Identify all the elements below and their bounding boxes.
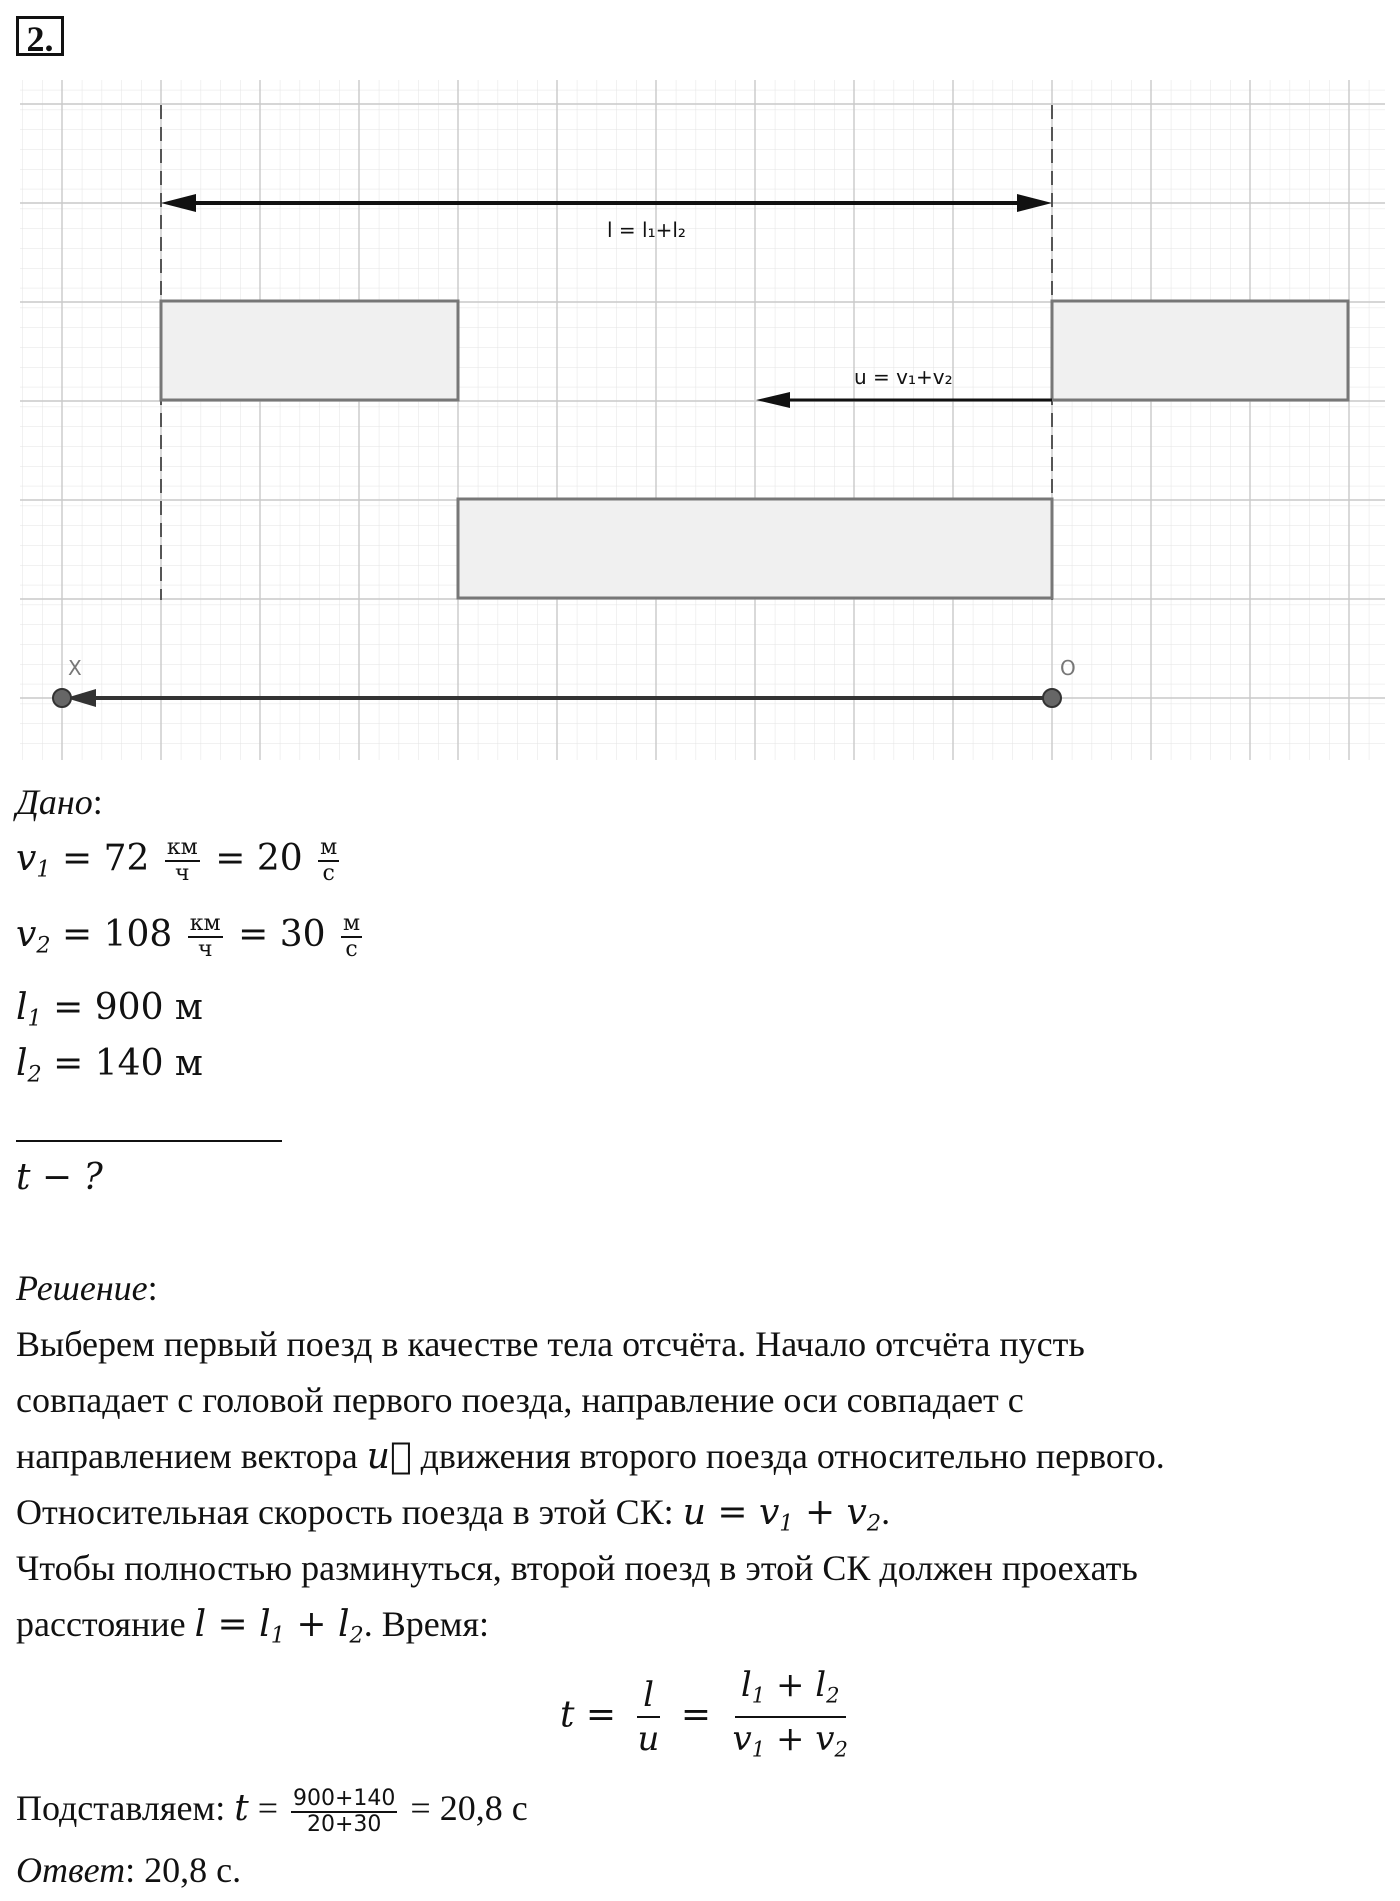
trains-diagram xyxy=(0,70,1400,770)
grid-minor xyxy=(20,80,1385,760)
given-v1: $v_1 = 72$ $\frac{км}{ч}$ = 20 $\frac{м}{с}$ xyxy=(16,835,338,886)
train-1-left xyxy=(161,301,458,400)
solution-heading: Решение: xyxy=(16,1268,158,1308)
given-separator xyxy=(16,1140,282,1142)
solution-line-3: направлением вектора u⃗ движения второго поезда относительно первого. xyxy=(16,1436,1165,1477)
answer-line: Ответ: 20,8 с. xyxy=(16,1850,242,1890)
solution-line-4: Относительная скорость поезда в этой СК: $u = v_1 + v_2$. xyxy=(16,1492,891,1537)
speed-label: u = v₁+v₂ xyxy=(854,365,953,389)
substitution-line: Подставляем: t = $\frac{900+140}{20+30}$ = 20,8 с xyxy=(16,1785,528,1837)
train-1-right xyxy=(1052,301,1348,400)
solution-line-2: совпадает с головой первого поезда, направление оси совпадает с xyxy=(16,1380,1024,1420)
vector-u: u⃗ xyxy=(366,1436,412,1477)
length-label: l = l₁+l₂ xyxy=(607,218,686,242)
given-l2: $l_2 = 140$ м xyxy=(16,1043,203,1088)
axis-origin-label: O xyxy=(1060,656,1076,680)
solution-line-6: расстояние $l = l_1 + l_2$. Время: xyxy=(16,1604,490,1649)
solution-line-1: Выберем первый поезд в качестве тела отсчёта. Начало отсчёта пусть xyxy=(16,1324,1085,1364)
given-heading: Дано: xyxy=(16,782,103,822)
axis-x-label: X xyxy=(68,656,82,680)
x-axis-end-point xyxy=(53,689,71,707)
find-line: t − ? xyxy=(16,1157,103,1198)
problem-number: 2. xyxy=(16,16,64,56)
given-l1: $l_1 = 900$ м xyxy=(16,987,203,1032)
origin-point xyxy=(1043,689,1061,707)
train-2 xyxy=(458,499,1052,598)
given-v2: $v_2 = 108$ $\frac{км}{ч}$ = 30 $\frac{м}{с}$ xyxy=(16,911,361,962)
solution-line-5: Чтобы полностью разминуться, второй поезд в этой СК должен проехать xyxy=(16,1548,1138,1588)
time-formula: t = $\frac{l}{u}$ = $\frac{l_1 + l_2}{v_1 + v_2}$ xyxy=(560,1665,848,1762)
